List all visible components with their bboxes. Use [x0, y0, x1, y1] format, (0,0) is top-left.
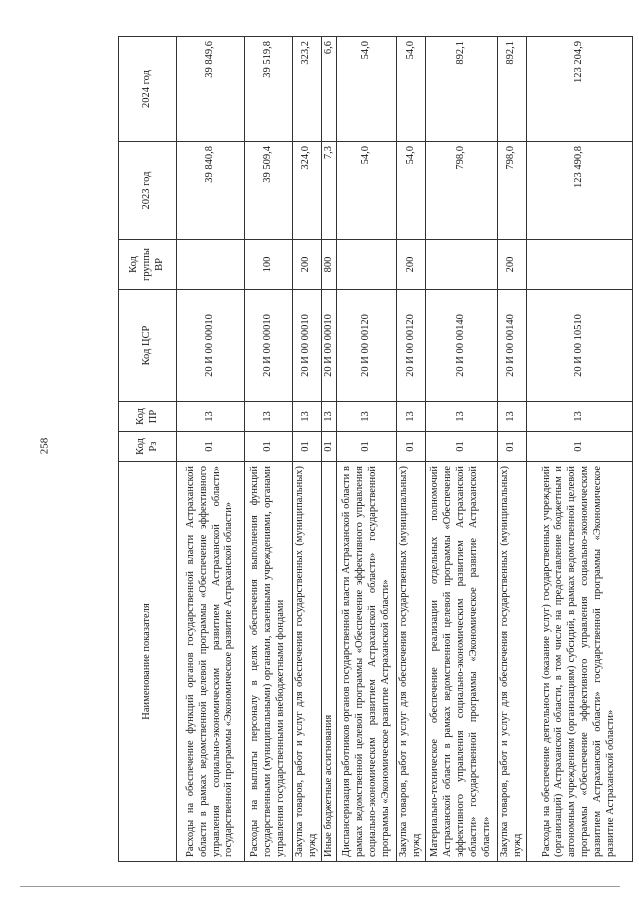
cell-vr [177, 240, 245, 290]
table-row [177, 37, 245, 862]
cell-pr: 13 [245, 402, 293, 432]
table-row [293, 37, 322, 862]
cell-csr: 20 И 00 10510 [526, 290, 632, 402]
rotated-table-sheet [118, 37, 628, 862]
cell-csr: 20 И 00 00010 [293, 290, 322, 402]
cell-pr: 13 [526, 402, 632, 432]
cell-csr: 20 И 00 00120 [397, 290, 426, 402]
cell-y2023: 798,0 [425, 142, 497, 240]
cell-rz: 01 [245, 432, 293, 462]
header-name: Наименование показателя [119, 462, 177, 862]
cell-rz: 01 [321, 432, 337, 462]
cell-pr: 13 [497, 402, 526, 432]
cell-name: Расходы на обеспечение функций органов государственной власти Астраханской области в рамках ведомственной целевой программы «Обеспечение эффективного управления социально-экономическим развитием Астраханской области» государственной программы «Экономическое развитие Астраханской области» [177, 462, 245, 862]
cell-vr [526, 240, 632, 290]
cell-csr: 20 И 00 00140 [425, 290, 497, 402]
cell-rz: 01 [425, 432, 497, 462]
cell-rz: 01 [337, 432, 397, 462]
table-row [321, 37, 337, 862]
header-pr: Код ПР [119, 402, 177, 432]
cell-y2023: 324,0 [293, 142, 322, 240]
header-2023: 2023 год [119, 142, 177, 240]
budget-table [118, 36, 633, 862]
cell-y2024: 892,1 [425, 37, 497, 142]
cell-pr: 13 [425, 402, 497, 432]
header-2024: 2024 год [119, 37, 177, 142]
cell-pr: 13 [293, 402, 322, 432]
cell-rz: 01 [397, 432, 426, 462]
cell-name: Закупка товаров, работ и услуг для обеспечения государственных (муниципальных) нужд [497, 462, 526, 862]
table-row [337, 37, 397, 862]
cell-y2024: 6,6 [321, 37, 337, 142]
cell-vr: 200 [293, 240, 322, 290]
cell-csr: 20 И 00 00140 [497, 290, 526, 402]
cell-y2023: 39 509,4 [245, 142, 293, 240]
cell-y2023: 54,0 [337, 142, 397, 240]
table-row [526, 37, 632, 862]
cell-y2024: 39 519,8 [245, 37, 293, 142]
cell-rz: 01 [293, 432, 322, 462]
cell-y2023: 798,0 [497, 142, 526, 240]
cell-y2023: 39 840,8 [177, 142, 245, 240]
cell-name: Расходы на выплаты персоналу в целях обеспечения выполнения функций государственными (муниципальными) органами, казенными учреждениями, органами управления государственными внебюджетными фондами [245, 462, 293, 862]
cell-vr [425, 240, 497, 290]
table-header-row [119, 37, 177, 862]
cell-y2024: 892,1 [497, 37, 526, 142]
cell-csr: 20 И 00 00010 [245, 290, 293, 402]
table-row [497, 37, 526, 862]
cell-y2023: 123 490,8 [526, 142, 632, 240]
header-csr: Код ЦСР [119, 290, 177, 402]
cell-pr: 13 [321, 402, 337, 432]
bottom-rule [20, 886, 620, 887]
cell-rz: 01 [177, 432, 245, 462]
cell-pr: 13 [337, 402, 397, 432]
cell-name: Иные бюджетные ассигнования [321, 462, 337, 862]
cell-pr: 13 [177, 402, 245, 432]
cell-name: Расходы на обеспечение деятельности (оказание услуг) государственных учреждений (организаций) Астраханской области, в том числе на предоставление бюджетным и автономным учреждениям (организациям) субсидий, в рамках ведомственной целевой программы «Обеспечение эффективного управления социально-экономическим развитием Астраханской области» государственной программы «Экономическое развитие Астраханской области» [526, 462, 632, 862]
cell-y2024: 54,0 [337, 37, 397, 142]
cell-name: Диспансеризация работников органов государственной власти Астраханской области в рамках ведомственной целевой программы «Обеспечение эффективного управления социально-экономическим развитием Астраханской области» государственной программы «Экономическое развитие Астраханской области» [337, 462, 397, 862]
table-row [425, 37, 497, 862]
cell-y2024: 323,2 [293, 37, 322, 142]
cell-vr: 200 [497, 240, 526, 290]
cell-y2024: 39 849,6 [177, 37, 245, 142]
cell-name: Закупка товаров, работ и услуг для обеспечения государственных (муниципальных) нужд [293, 462, 322, 862]
header-rz: Код Рз [119, 432, 177, 462]
cell-rz: 01 [526, 432, 632, 462]
cell-vr: 800 [321, 240, 337, 290]
header-vr: Код группы ВР [119, 240, 177, 290]
page-number: 258 [38, 437, 51, 455]
cell-name: Закупка товаров, работ и услуг для обеспечения государственных (муниципальных) нужд [397, 462, 426, 862]
cell-csr: 20 И 00 00010 [321, 290, 337, 402]
cell-pr: 13 [397, 402, 426, 432]
cell-y2023: 54,0 [397, 142, 426, 240]
cell-vr [337, 240, 397, 290]
cell-vr: 200 [397, 240, 426, 290]
cell-vr: 100 [245, 240, 293, 290]
cell-name: Материально-техническое обеспечение реализации отдельных полномочий Астраханской области в рамках ведомственной целевой программы «Обеспечение эффективного управления социально-экономическим развитием Астраханской области» государственной программы «Экономическое развитие Астраханской области» [425, 462, 497, 862]
cell-y2024: 54,0 [397, 37, 426, 142]
cell-csr: 20 И 00 00120 [337, 290, 397, 402]
table-row [245, 37, 293, 862]
cell-y2024: 123 204,9 [526, 37, 632, 142]
table-row [397, 37, 426, 862]
cell-rz: 01 [497, 432, 526, 462]
cell-y2023: 7,3 [321, 142, 337, 240]
cell-csr: 20 И 00 00010 [177, 290, 245, 402]
